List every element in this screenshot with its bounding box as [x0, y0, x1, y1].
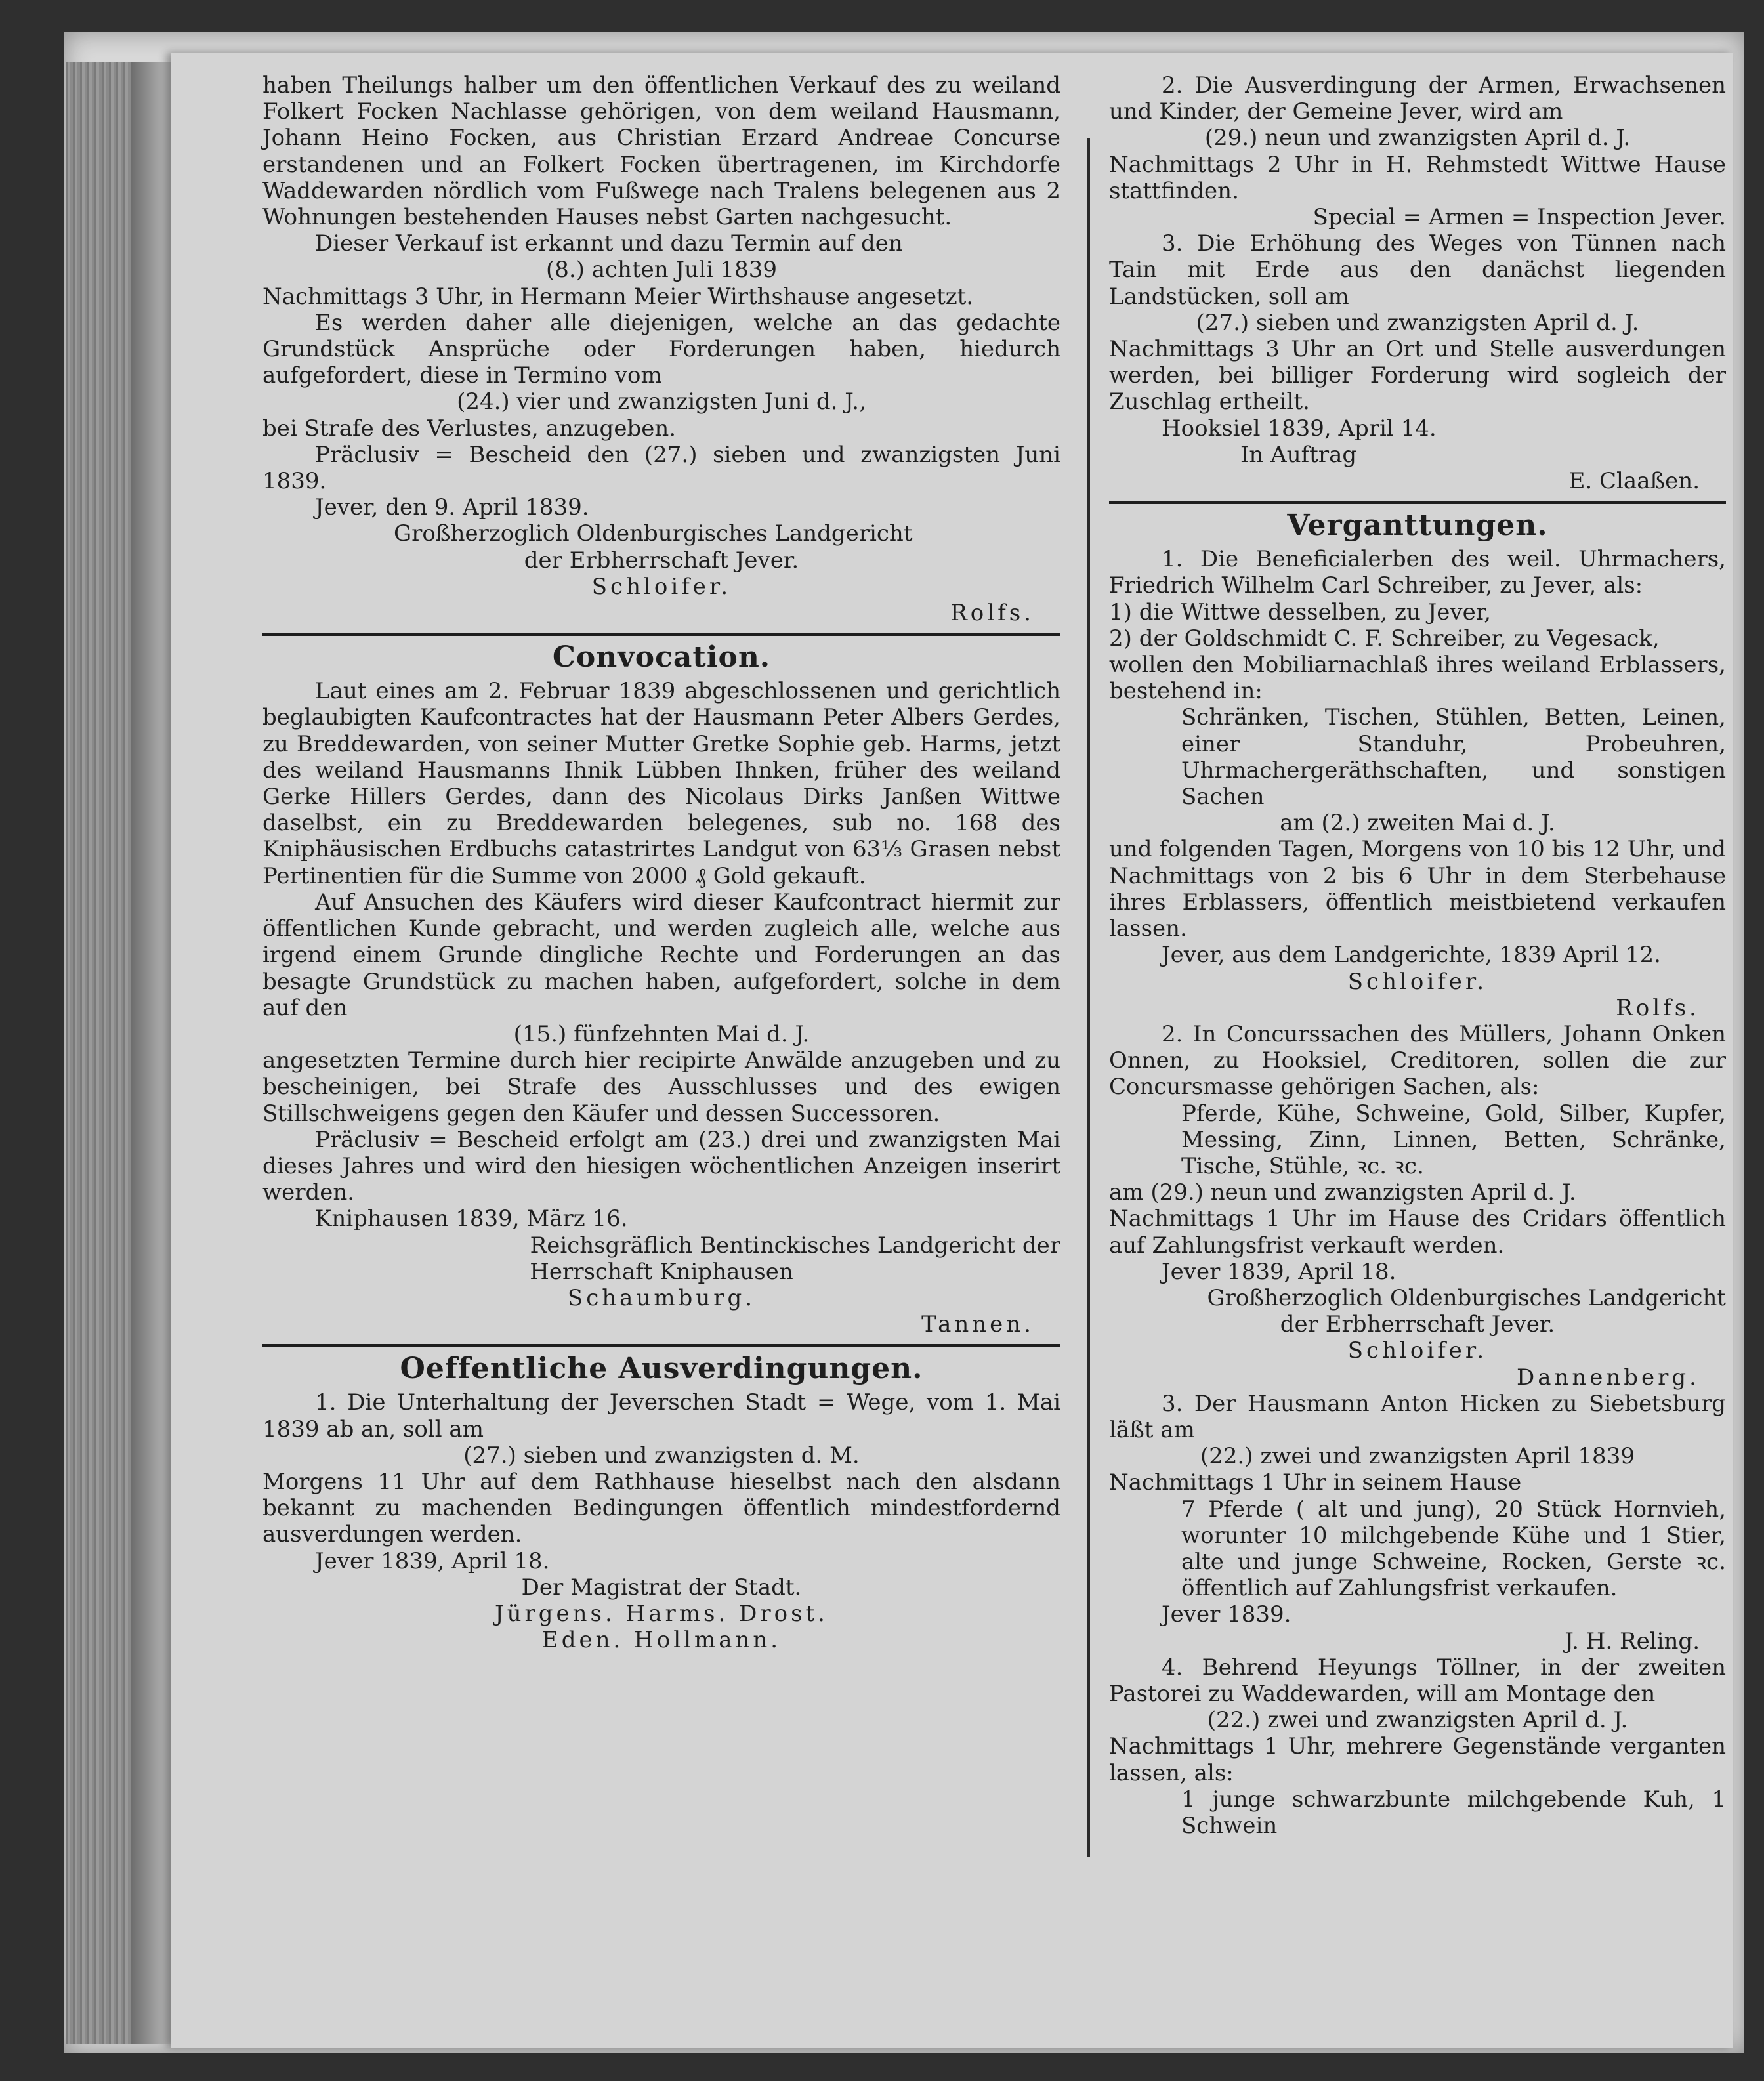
authority-name: Special = Armen = Inspection Jever. — [1312, 204, 1726, 231]
section-heading: Oeffentliche Ausverdingungen. — [400, 1352, 923, 1386]
notice-text: 4. Behrend Heyungs Töllner, in der zweiten Pastorei zu Waddewarden, will am Montage den — [1109, 1654, 1726, 1707]
notice-date: (29.) neun und zwanzigsten April d. J. — [1204, 125, 1631, 152]
signature: J. H. Reling. — [1564, 1628, 1700, 1654]
signature: Schloifer. — [1347, 968, 1488, 995]
section-rule — [262, 633, 1060, 636]
court-name: der Erbherrschaft Jever. — [1280, 1311, 1555, 1338]
section-rule — [1109, 501, 1726, 504]
notice-date: (8.) achten Juli 1839 — [545, 257, 778, 284]
notice-text: Laut eines am 2. Februar 1839 abgeschlossenen und gerichtlich beglaubigten Kaufcontractes hat der Hausmann Peter Albers Gerdes, zu Breddewarden, von seiner Mutter Gretke Sophie geb. Harms, jetzt des weiland Hausmanns Ihnik Lübben Ihnken, früher des weiland Gerke Hillers Gerdes, dann des Nicolaus Dirks Janßen Wittwe daselbst, ein zu Breddewarden belegenes, sub no. 168 des Kniphäusischen Erdbuchs catastrirtes Landgut von 63⅓ Grasen nebst Pertinentien für die Summe von 2000 ₰ Gold gekauft. — [262, 678, 1060, 889]
notice-text: Pferde, Kühe, Schweine, Gold, Silber, Kupfer, Messing, Zinn, Linnen, Betten, Schränke, Tische, Stühle, ꝛc. ꝛc. — [1181, 1100, 1726, 1179]
notice-date: (22.) zwei und zwanzigsten April 1839 — [1200, 1443, 1635, 1470]
signature: Schloifer. — [591, 573, 732, 600]
notice-text: bei Strafe des Verlustes, anzugeben. — [262, 415, 677, 442]
court-name: der Erbherrschaft Jever. — [524, 547, 799, 574]
notice-date: am (2.) zweiten Mai d. J. — [1280, 810, 1555, 837]
notice-date: (27.) sieben und zwanzigsten April d. J. — [1196, 309, 1639, 336]
notice-place-date: Jever 1839, April 18. — [1162, 1258, 1396, 1285]
notice-text: angesetzten Termine durch hier recipirte Anwälde anzugeben und zu bescheinigen, bei Strafe des Ausschlusses und des ewigen Stillschweigens gegen den Käufer und dessen Successoren. — [262, 1047, 1060, 1127]
notice-text: und folgenden Tagen, Morgens von 10 bis 12 Uhr, und Nachmittags von 2 bis 6 Uhr in dem Sterbehause ihres Erblassers, öffentlich meistbietend verkaufen lassen. — [1109, 836, 1726, 942]
notice-date: (22.) zwei und zwanzigsten April d. J. — [1207, 1707, 1628, 1734]
notice-text: Nachmittags 1 Uhr im Hause des Cridars öffentlich auf Zahlungsfrist verkauft werden. — [1109, 1206, 1726, 1259]
court-name: Großherzoglich Oldenburgisches Landgericht — [1207, 1284, 1726, 1311]
section-heading: Verganttungen. — [1287, 509, 1548, 543]
notice-text: Nachmittags 1 Uhr, mehrere Gegenstände verganten lassen, als: — [1109, 1733, 1726, 1786]
notice-text: Schränken, Tischen, Stühlen, Betten, Leinen, einer Standuhr, Probeuhren, Uhrmachergeräthschaften, und sonstigen Sachen — [1181, 704, 1726, 810]
notice-text: 1) die Wittwe desselben, zu Jever, — [1109, 599, 1492, 625]
signature: Dannenberg. — [1516, 1364, 1700, 1391]
notice-place-date: Jever 1839, April 18. — [315, 1547, 550, 1574]
notice-date: (24.) vier und zwanzigsten Juni d. J., — [457, 389, 866, 415]
notice-date: (15.) fünfzehnten Mai d. J. — [513, 1020, 810, 1047]
signature: E. Claaßen. — [1568, 468, 1700, 495]
notice-date: am (29.) neun und zwanzigsten April d. J. — [1109, 1179, 1576, 1206]
section-heading: Convocation. — [552, 641, 771, 675]
notice-text: Auf Ansuchen des Käufers wird dieser Kaufcontract hiermit zur öffentlichen Kunde gebracht, und werden zugleich alle, welche aus irgend einem Grunde dingliche Rechte und Forderungen an das besagte Grundstück zu machen haben, aufgefordert, solche in dem auf den — [262, 889, 1060, 1021]
notice-text: Nachmittags 3 Uhr, in Hermann Meier Wirthshause angesetzt. — [262, 283, 974, 310]
notice-text: 3. Der Hausmann Anton Hicken zu Siebetsburg läßt am — [1109, 1390, 1726, 1443]
right-column — [1109, 72, 1726, 1839]
notice-place-date: Kniphausen 1839, März 16. — [315, 1206, 628, 1232]
notice-text: 1. Die Unterhaltung der Jeverschen Stadt = Wege, vom 1. Mai 1839 ab an, soll am — [262, 1389, 1060, 1442]
notice-text: Präclusiv = Bescheid erfolgt am (23.) drei und zwanzigsten Mai dieses Jahres und wird den hiesigen wöchentlichen Anzeigen inserirt werden. — [262, 1126, 1060, 1206]
court-name: Herrschaft Kniphausen — [530, 1258, 793, 1285]
notice-text: 2. Die Ausverdingung der Armen, Erwachsenen und Kinder, der Gemeine Jever, wird am — [1109, 72, 1726, 125]
signature: Eden. Hollmann. — [541, 1627, 782, 1654]
notice-place-date: Jever, aus dem Landgerichte, 1839 April 12. — [1162, 942, 1661, 969]
court-name: Reichsgräflich Bentinckisches Landgericht der — [530, 1232, 1060, 1259]
court-name: Großherzoglich Oldenburgisches Landgericht — [394, 520, 913, 547]
notice-place-date: Jever 1839. — [1162, 1601, 1292, 1628]
section-rule — [262, 1344, 1060, 1347]
notice-text: Präclusiv = Bescheid den (27.) sieben und zwanzigsten Juni 1839. — [262, 441, 1060, 495]
authority-name: Der Magistrat der Stadt. — [521, 1574, 802, 1601]
signature: Rolfs. — [1616, 994, 1700, 1021]
signature: Jürgens. Harms. Drost. — [494, 1600, 828, 1627]
signature: Schaumburg. — [567, 1284, 756, 1311]
notice-text: 3. Die Erhöhung des Weges von Tünnen nach Tain mit Erde aus den danächst liegenden Landstücken, soll am — [1109, 230, 1726, 310]
notice-text: 7 Pferde ( alt und jung), 20 Stück Hornvieh, worunter 10 milchgebende Kühe und 1 Stier, alte und junge Schweine, Rocken, Gerste ꝛc. öffentlich auf Zahlungsfrist verkaufen. — [1181, 1496, 1726, 1602]
notice-text: Nachmittags 1 Uhr in seinem Hause — [1109, 1469, 1522, 1496]
notice-text: Dieser Verkauf ist erkannt und dazu Termin auf den — [315, 230, 903, 257]
notice-text: Morgens 11 Uhr auf dem Rathhause hieselbst nach den alsdann bekannt zu machenden Bedingungen öffentlich mindestfordernd ausverdungen werden. — [262, 1468, 1060, 1548]
notice-text: Es werden daher alle diejenigen, welche an das gedachte Grundstück Ansprüche oder Forderungen haben, hiedurch aufgefordert, diese in Termino vom — [262, 309, 1060, 389]
notice-text: 2. In Concurssachen des Müllers, Johann Onken Onnen, zu Hooksiel, Creditoren, sollen die zur Concursmasse gehörigen Sachen, als: — [1109, 1020, 1726, 1101]
notice-text: 1. Die Beneficialerben des weil. Uhrmachers, Friedrich Wilhelm Carl Schreiber, zu Jever, als: — [1109, 546, 1726, 599]
notice-date: (27.) sieben und zwanzigsten d. M. — [463, 1442, 860, 1469]
signature: Rolfs. — [950, 600, 1034, 627]
notice-place-date: Jever, den 9. April 1839. — [315, 494, 589, 521]
signature: Schloifer. — [1347, 1337, 1488, 1364]
notice-place-date: Hooksiel 1839, April 14. — [1162, 415, 1437, 442]
spine-edge — [131, 62, 171, 2044]
notice-text: In Auftrag — [1240, 441, 1357, 468]
notice-text: 1 junge schwarzbunte milchgebende Kuh, 1 Schwein — [1181, 1786, 1726, 1839]
notice-text: wollen den Mobiliarnachlaß ihres weiland Erblassers, bestehend in: — [1109, 652, 1726, 705]
notice-text: haben Theilungs halber um den öffentlichen Verkauf des zu weiland Folkert Focken Nachlasse gehörigen, von dem weiland Hausmann, Johann Heino Focken, aus Christian Erzard Andreae Concurse erstandenen und an Folkert Focken übertragenen, im Kirchdorfe Waddewarden nördlich vom Fußwege nach Tralens belegenen aus 2 Wohnungen bestehenden Hauses nebst Garten nachgesucht. — [262, 72, 1060, 231]
signature: Tannen. — [921, 1311, 1034, 1338]
notice-text: Nachmittags 2 Uhr in H. Rehmstedt Wittwe Hause stattfinden. — [1109, 151, 1726, 204]
column-divider — [1087, 138, 1090, 1857]
left-column — [262, 72, 1060, 1653]
notice-text: 2) der Goldschmidt C. F. Schreiber, zu Vegesack, — [1109, 625, 1660, 652]
notice-text: Nachmittags 3 Uhr an Ort und Stelle ausverdungen werden, bei billiger Forderung wird sogleich der Zuschlag ertheilt. — [1109, 336, 1726, 415]
